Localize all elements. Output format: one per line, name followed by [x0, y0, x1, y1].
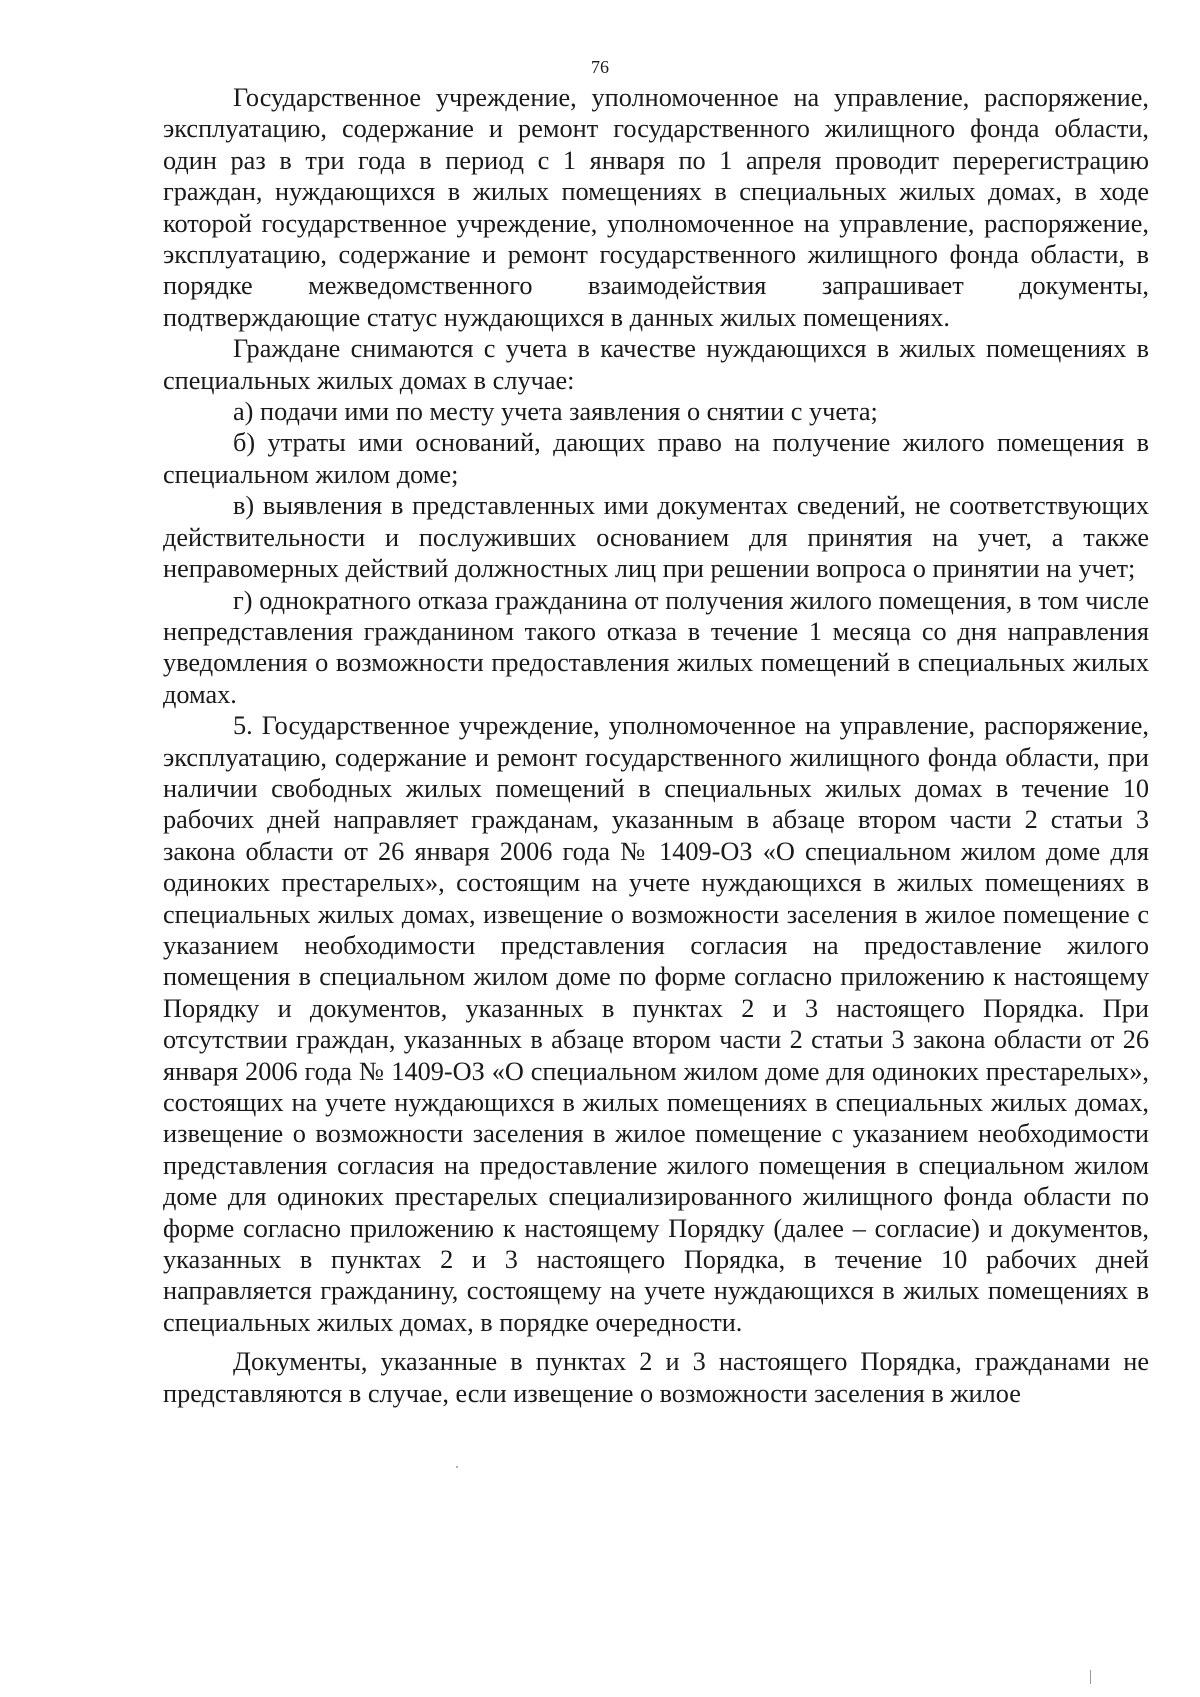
scan-speck	[456, 1466, 458, 1468]
paragraph-deregistration-intro: Граждане снимаются с учета в качестве нуждающихся в жилых помещениях в специальных жилых домах в случае:	[163, 334, 1149, 395]
list-item-v: в) выявления в представленных ими документах сведений, не соответствующих действительности и послуживших основанием для принятия на учет, а также неправомерных действий должностных лиц при решении вопроса о принятии на учет;	[163, 491, 1149, 584]
document-body	[163, 82, 1149, 1409]
paragraph-section-5: 5. Государственное учреждение, уполномоченное на управление, распоряжение, эксплуатацию, содержание и ремонт государственного жилищного фонда области, при наличии свободных жилых помещений в специальных жилых домах в течение 10 рабочих дней направляет гражданам, указанным в абзаце втором части 2 статьи 3 закона области от 26 января 2006 года № 1409-ОЗ «О специальном жилом доме для одиноких престарелых», состоящим на учете нуждающихся в жилых помещениях в специальных жилых домах, извещение о возможности заселения в жилое помещение с указанием необходимости представления согласия на предоставление жилого помещения в специальном жилом доме по форме согласно приложению к настоящему Порядку и документов, указанных в пунктах 2 и 3 настоящего Порядка. При отсутствии граждан, указанных в абзаце втором части 2 статьи 3 закона области от 26 января 2006 года № 1409-ОЗ «О специальном жилом доме для одиноких престарелых», состоящих на учете нуждающихся в жилых помещениях в специальных жилых домах, извещение о возможности заселения в жилое помещение с указанием необходимости представления согласия на предоставление жилого помещения в специальном жилом доме для одиноких престарелых специализированного жилищного фонда области по форме согласно приложению к настоящему Порядку (далее – согласие) и документов, указанных в пунктах 2 и 3 настоящего Порядка, в течение 10 рабочих дней направляется гражданину, состоящему на учете нуждающихся в жилых помещениях в специальных жилых домах, в порядке очередности.	[163, 711, 1149, 1337]
list-item-a: а) подачи ими по месту учета заявления о снятии с учета;	[233, 397, 878, 427]
page-number: 76	[591, 57, 609, 77]
list-item-g: г) однократного отказа гражданина от получения жилого помещения, в том числе непредставления гражданином такого отказа в течение 1 месяца со дня направления уведомления о возможности предоставления жилых помещений в специальных жилых домах.	[163, 585, 1149, 709]
list-item-b: б) утраты ими оснований, дающих право на получение жилого помещения в специальном жилом доме;	[163, 428, 1149, 489]
scan-speck	[1090, 1670, 1091, 1684]
paragraph-documents: Документы, указанные в пунктах 2 и 3 настоящего Порядка, гражданами не представляются в случае, если извещение о возможности заселения в жилое	[163, 1347, 1149, 1408]
paragraph-reregistration: Государственное учреждение, уполномоченное на управление, распоряжение, эксплуатацию, содержание и ремонт государственного жилищного фонда области, один раз в три года в период с 1 января по 1 апреля проводит перерегистрацию граждан, нуждающихся в жилых помещениях в специальных жилых домах, в ходе которой государственное учреждение, уполномоченное на управление, распоряжение, эксплуатацию, содержание и ремонт государственного жилищного фонда области, в порядке межведомственного взаимодействия запрашивает документы, подтверждающие статус нуждающихся в данных жилых помещениях.	[163, 83, 1149, 332]
